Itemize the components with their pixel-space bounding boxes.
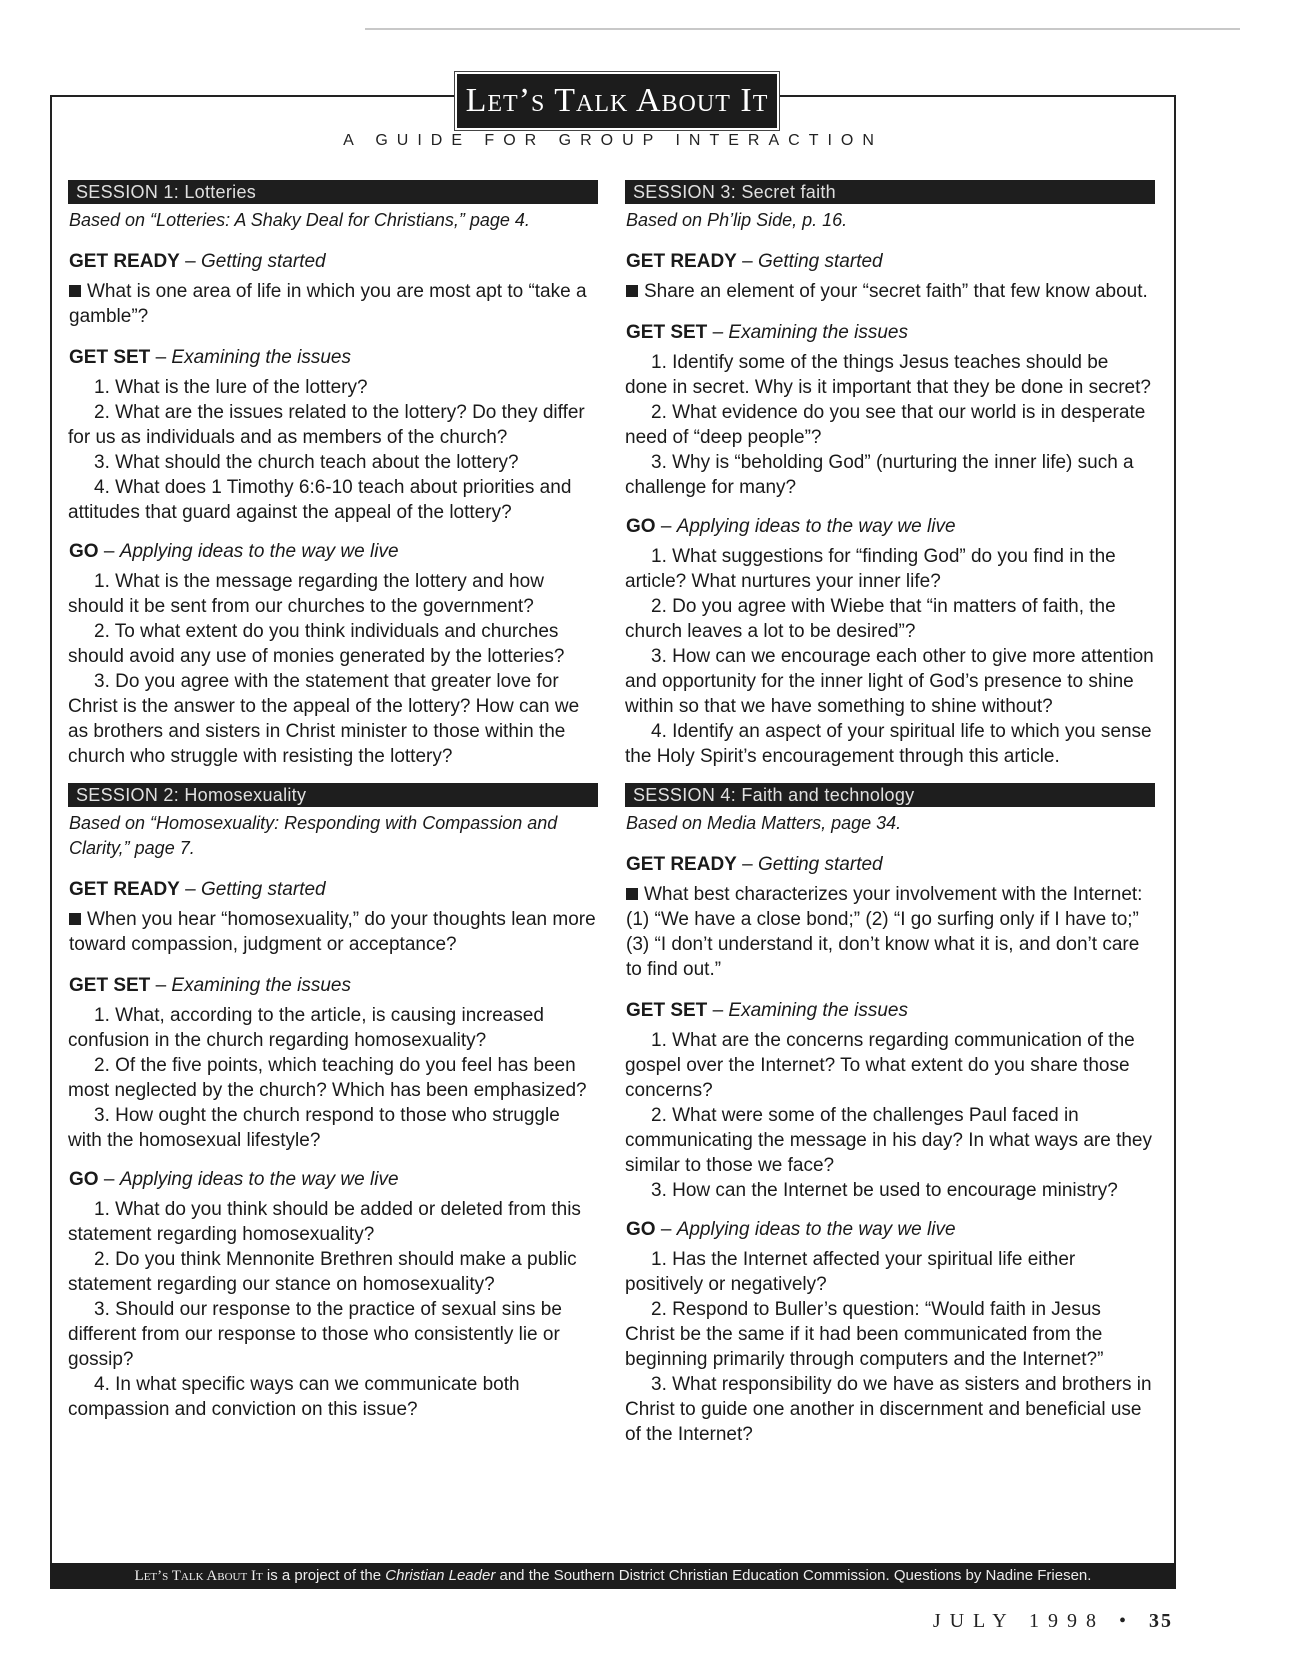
guide-subtitle: A GUIDE FOR GROUP INTERACTION [343,132,883,149]
session-bar: SESSION 2: Homosexuality [68,783,598,807]
right-column [625,180,1155,1447]
session-3 [625,180,1155,769]
question: 1. What is the message regarding the lottery and how should it be sent from our churches to the government? [68,571,544,617]
get-ready-heading: GET READY – Getting started [69,251,326,272]
question: 4. In what specific ways can we communicate both compassion and conviction on this issue? [68,1374,520,1420]
go-heading: GO – Applying ideas to the way we live [69,1169,399,1190]
guide-title: Let’s Talk About It [455,72,779,130]
get-ready-heading: GET READY – Getting started [69,879,326,900]
question: 1. Has the Internet affected your spiritual life either positively or negatively? [625,1249,1076,1295]
question: 2. Of the five points, which teaching do you feel has been most neglected by the church? Which has been emphasized? [68,1055,587,1101]
question: 2. Respond to Buller’s question: “Would faith in Jesus Christ be the same if it had been communicated from the beginning primarily through computers and the Internet?” [625,1299,1104,1370]
question: 1. What are the concerns regarding communication of the gospel over the Internet? To what extent do you share those concerns? [625,1030,1135,1101]
get-ready-prompt: What is one area of life in which you are most apt to “take a gamble”? [69,281,587,327]
credit-bar: Let’s Talk About It is a project of the Christian Leader and the Southern District Christian Education Commission. Questions by Nadine Friesen. [50,1563,1176,1589]
question: 4. What does 1 Timothy 6:6-10 teach about priorities and attitudes that guard against the appeal of the lottery? [68,477,572,523]
get-ready-prompt: Share an element of your “secret faith” that few know about. [626,279,1155,304]
get-set-heading: GET SET – Examining the issues [626,1000,908,1021]
session-bar: SESSION 4: Faith and technology [625,783,1155,807]
question: 3. What responsibility do we have as sisters and brothers in Christ to guide one another in discernment and beneficial use of the Internet? [625,1374,1152,1445]
go-heading: GO – Applying ideas to the way we live [626,1219,956,1240]
session-source: Based on “Lotteries: A Shaky Deal for Christians,” page 4. [69,210,530,230]
question: 1. Identify some of the things Jesus teaches should be done in secret. Why is it important that they be done in secret? [625,352,1151,398]
question: 2. What were some of the challenges Paul faced in communicating the message in his day? In what ways are they similar to those we face? [625,1105,1152,1176]
question: 3. How can we encourage each other to give more attention and opportunity for the inner light of God’s presence to shine within so that we have something to shine without? [625,646,1154,717]
session-source: Based on Media Matters, page 34. [626,813,902,833]
question: 3. What should the church teach about the lottery? [94,452,519,473]
question: 4. Identify an aspect of your spiritual life to which you sense the Holy Spirit’s encouragement through this article. [625,721,1152,767]
get-set-heading: GET SET – Examining the issues [69,975,351,996]
session-source: Based on “Homosexuality: Responding with Compassion and Clarity,” page 7. [69,813,558,858]
get-ready-prompt: When you hear “homosexuality,” do your thoughts lean more toward compassion, judgment or acceptance? [69,909,596,955]
session-1 [68,180,598,769]
go-heading: GO – Applying ideas to the way we live [69,541,399,562]
left-column [68,180,598,1422]
square-bullet-icon [69,913,81,925]
square-bullet-icon [69,285,81,297]
get-set-heading: GET SET – Examining the issues [69,347,351,368]
session-4 [625,783,1155,1447]
question: 2. Do you agree with Wiebe that “in matters of faith, the church leaves a lot to be desired”? [625,596,1116,642]
question: 3. Do you agree with the statement that greater love for Christ is the answer to the appeal of the lottery? How can we as brothers and sisters in Christ minister to those within the church who struggle with resisting the lottery? [68,671,580,767]
square-bullet-icon [626,285,638,297]
page-number: 35 [1149,1610,1173,1632]
session-bar: SESSION 1: Lotteries [68,180,598,204]
get-ready-prompt: What best characterizes your involvement with the Internet: (1) “We have a close bond;” (2) “I go surfing only if I have to;” (3) “I don’t understand it, don’t know what it is, and don’t care to find out.” [626,884,1143,980]
question: 3. How ought the church respond to those who struggle with the homosexual lifestyle? [68,1105,560,1151]
top-rule [365,28,1240,30]
question: 1. What, according to the article, is causing increased confusion in the church regarding homosexuality? [68,1005,544,1051]
question: 1. What is the lure of the lottery? [94,377,368,398]
question: 3. Should our response to the practice of sexual sins be different from our response to those who consistently lie or gossip? [68,1299,562,1370]
get-ready-heading: GET READY – Getting started [626,854,883,875]
question: 3. Why is “beholding God” (nurturing the inner life) such a challenge for many? [625,452,1134,498]
question: 1. What suggestions for “finding God” do you find in the article? What nurtures your inner life? [625,546,1116,592]
question: 2. Do you think Mennonite Brethren should make a public statement regarding our stance on homosexuality? [68,1249,577,1295]
session-bar: SESSION 3: Secret faith [625,180,1155,204]
question: 1. What do you think should be added or deleted from this statement regarding homosexuality? [68,1199,581,1245]
question: 2. To what extent do you think individuals and churches should avoid any use of monies generated by the lotteries? [68,621,565,667]
question: 3. How can the Internet be used to encourage ministry? [651,1180,1118,1201]
go-heading: GO – Applying ideas to the way we live [626,516,956,537]
get-ready-heading: GET READY – Getting started [626,251,883,272]
square-bullet-icon [626,888,638,900]
session-2 [68,783,598,1422]
page-folio: JULY 1998 • 35 [932,1610,1173,1632]
get-set-heading: GET SET – Examining the issues [626,322,908,343]
question: 2. What are the issues related to the lottery? Do they differ for us as individuals and as members of the church? [68,402,585,448]
question: 2. What evidence do you see that our world is in desperate need of “deep people”? [625,402,1146,448]
issue-date: JULY 1998 [932,1610,1105,1632]
session-source: Based on Ph’lip Side, p. 16. [626,210,848,230]
